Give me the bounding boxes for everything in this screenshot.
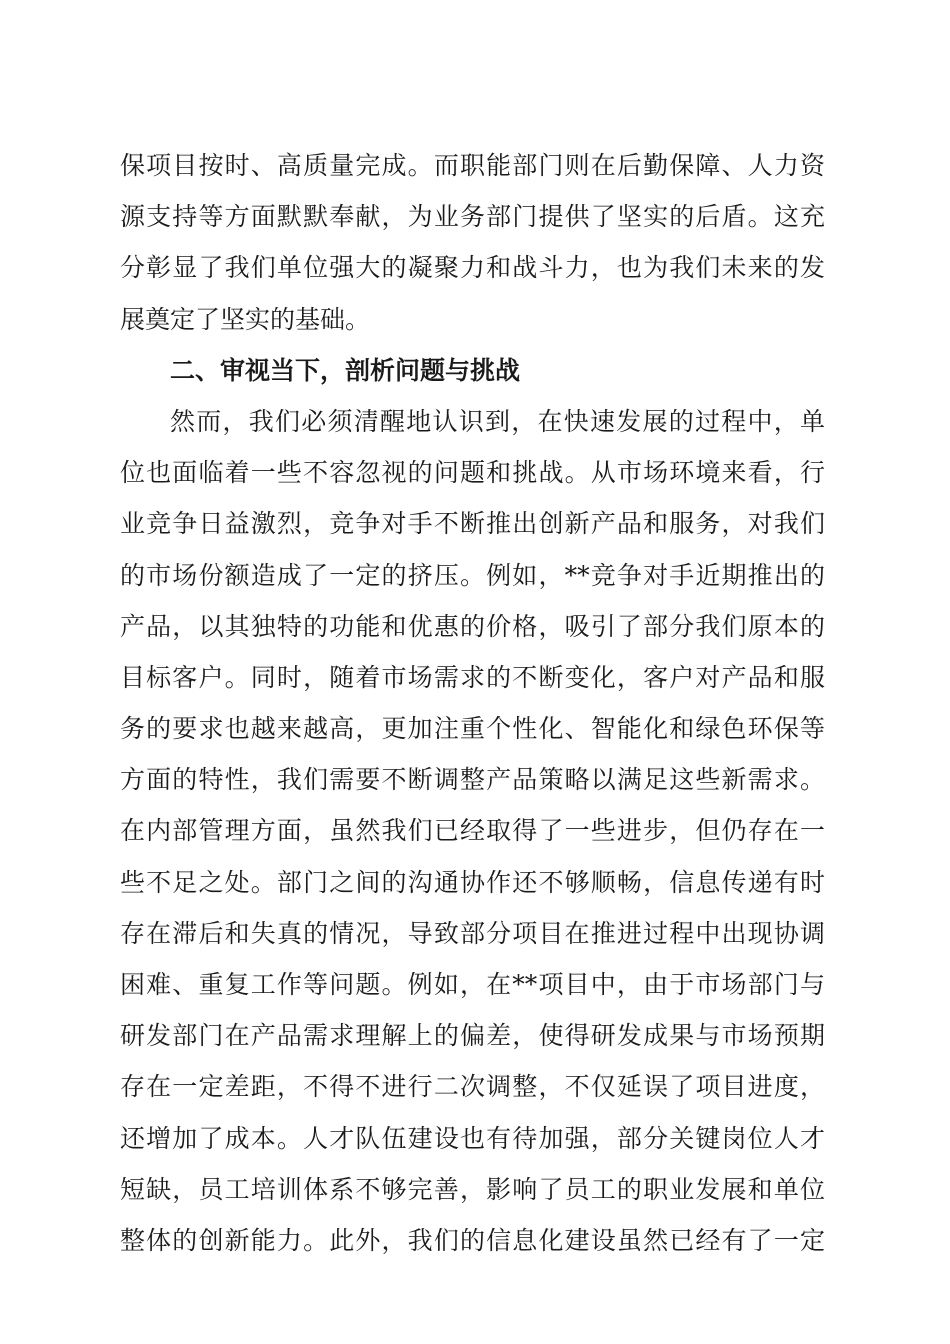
paragraph-line: 存在一定差距，不得不进行二次调整，不仅延误了项目进度，	[120, 1072, 825, 1102]
paragraph-line: 方面的特性，我们需要不断调整产品策略以满足这些新需求。	[120, 765, 825, 795]
paragraph-line: 目标客户。同时，随着市场需求的不断变化，客户对产品和服	[120, 662, 825, 692]
paragraph-line: 研发部门在产品需求理解上的偏差，使得研发成果与市场预期	[120, 1021, 825, 1051]
paragraph-line: 位也面临着一些不容忽视的问题和挑战。从市场环境来看，行	[120, 458, 825, 488]
paragraph-line: 短缺，员工培训体系不够完善，影响了员工的职业发展和单位	[120, 1174, 825, 1204]
paragraph-line: 的市场份额造成了一定的挤压。例如，**竞争对手近期推出的	[120, 560, 825, 590]
paragraph-line: 然而，我们必须清醒地认识到，在快速发展的过程中，单	[170, 406, 825, 436]
paragraph-line: 困难、重复工作等问题。例如，在**项目中，由于市场部门与	[120, 970, 825, 999]
paragraph-line: 务的要求也越来越高，更加注重个性化、智能化和绿色环保等	[120, 714, 825, 744]
paragraph-line: 存在滞后和失真的情况，导致部分项目在推进过程中出现协调	[120, 918, 825, 948]
paragraph-line: 保项目按时、高质量完成。而职能部门则在后勤保障、人力资	[120, 151, 825, 180]
paragraph-line: 源支持等方面默默奉献，为业务部门提供了坚实的后盾。这充	[120, 202, 825, 232]
paragraph-line: 些不足之处。部门之间的沟通协作还不够顺畅，信息传递有时	[120, 867, 825, 897]
paragraph-line: 在内部管理方面，虽然我们已经取得了一些进步，但仍存在一	[120, 816, 825, 846]
paragraph-line: 业竞争日益激烈，竞争对手不断推出创新产品和服务，对我们	[120, 509, 825, 539]
paragraph-line: 分彰显了我们单位强大的凝聚力和战斗力，也为我们未来的发	[120, 253, 825, 283]
paragraph-line: 还增加了成本。人才队伍建设也有待加强，部分关键岗位人才	[120, 1123, 825, 1153]
paragraph-line: 整体的创新能力。此外，我们的信息化建设虽然已经有了一定	[120, 1225, 825, 1255]
paragraph-line: 展奠定了坚实的基础。	[120, 304, 371, 334]
document-body	[120, 140, 825, 1266]
section-heading: 二、审视当下，剖析问题与挑战	[170, 355, 521, 385]
paragraph-line: 产品，以其独特的功能和优惠的价格，吸引了部分我们原本的	[120, 611, 825, 641]
